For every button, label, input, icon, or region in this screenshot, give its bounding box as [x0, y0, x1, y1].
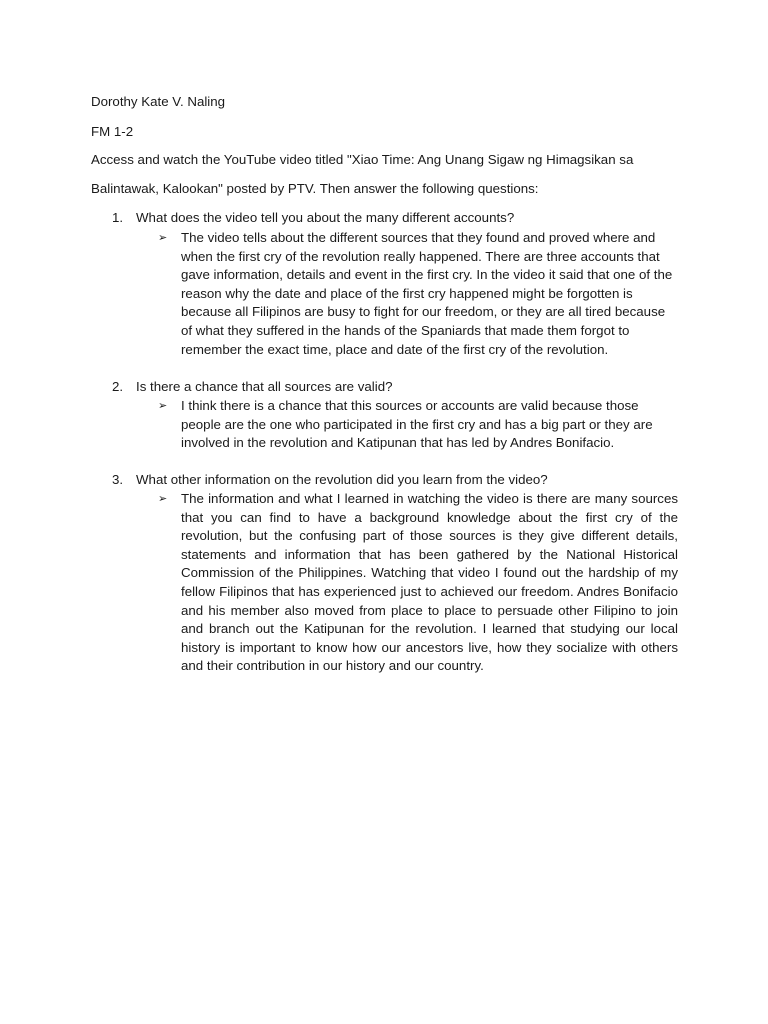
question-text: What other information on the revolution did you learn from the video? [136, 472, 548, 487]
answer-text: The video tells about the different sources that they found and proved where and when the first cry of the revolution really happened. There are three accounts that gave information, details and event in the first cry. In the video it said that one of the reason why the date and place of the first cry happened might be forgotten is because all Filipinos are busy to fight for our freedom, or they are all tired because of what they suffered in the hands of the Spaniards that made them forgot to remember the exact time, place and date of the first cry of the revolution. [181, 230, 673, 357]
author-name: Dorothy Kate V. Naling [91, 94, 226, 109]
arrow-bullet-icon: ➢ [158, 232, 168, 244]
arrow-bullet-icon: ➢ [158, 400, 168, 412]
arrow-bullet-icon: ➢ [158, 493, 168, 505]
answer-item [158, 229, 678, 359]
answer-text: I think there is a chance that this sources or accounts are valid because those people are the one who participated in the first cry and has a big part or they are involved in the revolution and Katipunan that has led by Andres Bonifacio. [181, 398, 653, 451]
question-text: What does the video tell you about the many different accounts? [136, 210, 515, 225]
question-text: Is there a chance that all sources are valid? [136, 379, 393, 394]
question-number: 1. [112, 210, 124, 225]
question-number: 3. [112, 472, 124, 487]
answer-item [158, 490, 678, 676]
class-section: FM 1-2 [91, 124, 134, 139]
question-number: 2. [112, 379, 124, 394]
instruction-line-1: Access and watch the YouTube video titled "Xiao Time: Ang Unang Sigaw ng Himagsikan sa [91, 152, 634, 167]
answer-text: The information and what I learned in watching the video is there are many sources that you can find to have a background knowledge about the first cry of the revolution, but the confusing part of those sources is they give different details, statements and information that has been gathered by the National Historical Commission of the Philippines. Watching that video I found out the hardship of my fellow Filipinos that has experienced just to achieved our freedom. Andres Bonifacio and his member also moved from place to place to persuade other Filipino to join and branch out the Katipunan for the revolution. I learned that studying our local history is important to know how our ancestors live, how they socialize with others and their contribution in our history and our country. [181, 491, 678, 674]
instruction-line-2: Balintawak, Kalookan" posted by PTV. Then answer the following questions: [91, 181, 539, 196]
answer-item [158, 397, 678, 453]
